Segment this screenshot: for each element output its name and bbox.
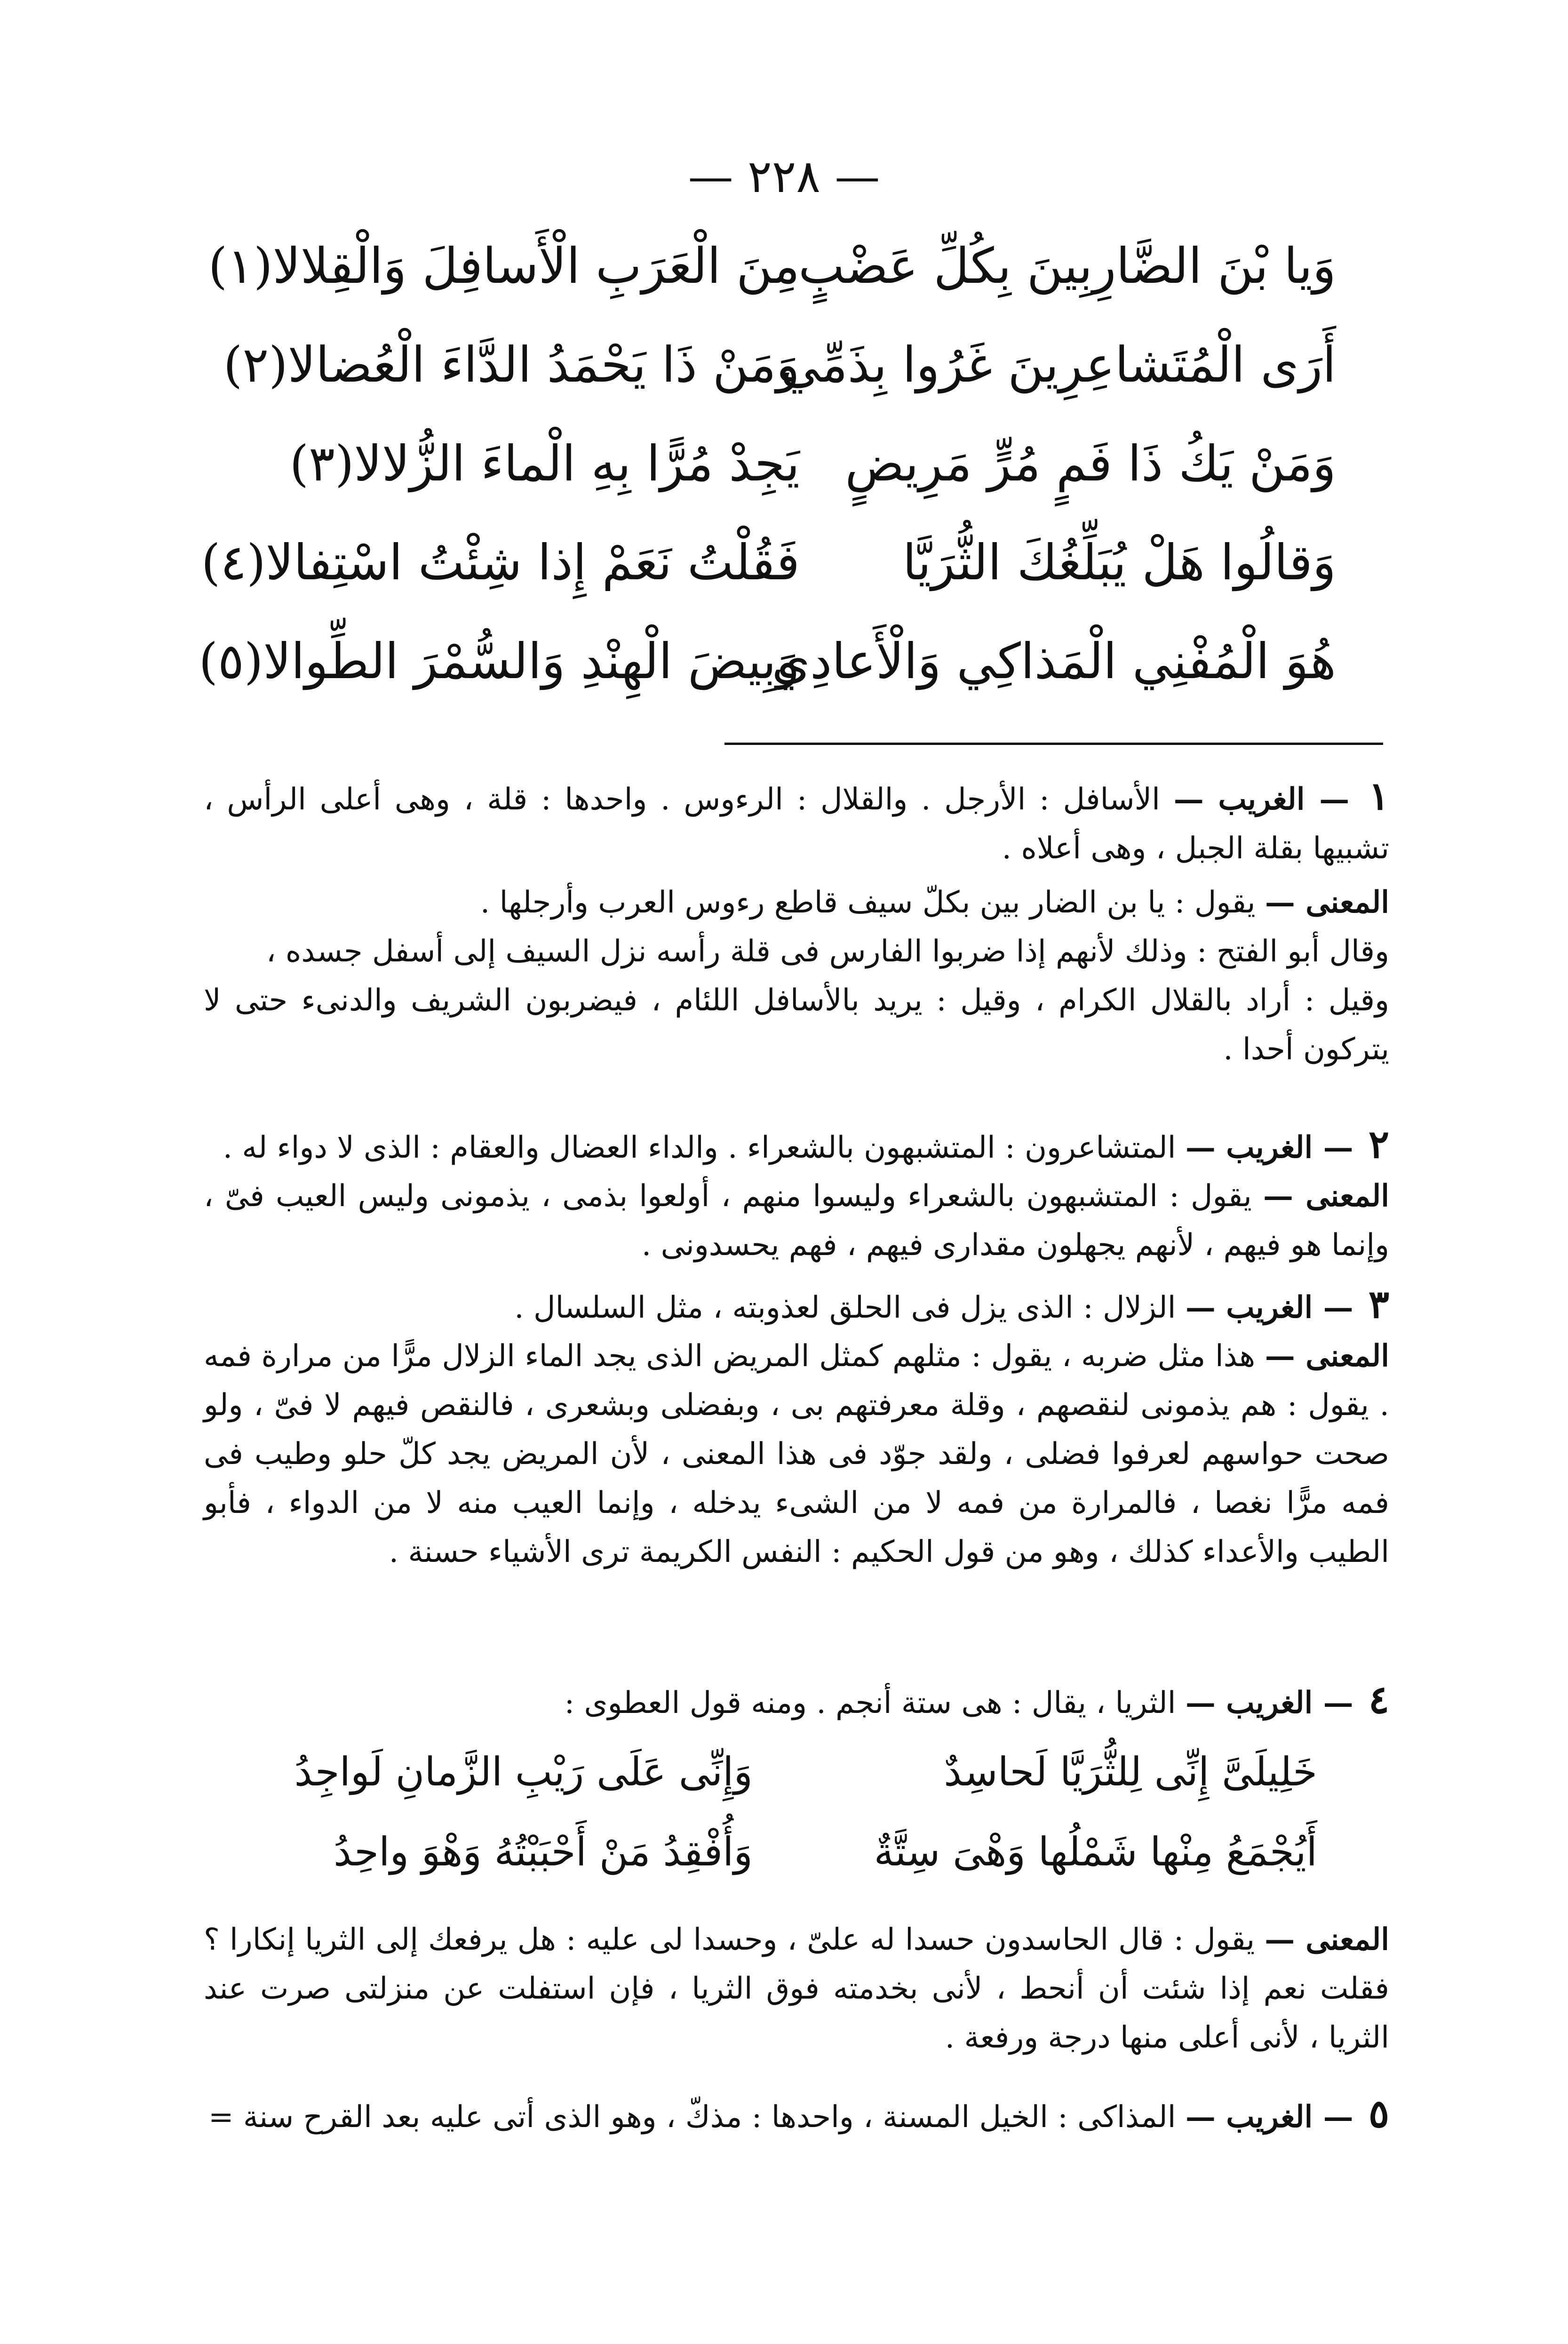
footnote-divider — [724, 743, 1383, 745]
footnote-2-meaning — [204, 1172, 1389, 1270]
verse-line — [198, 616, 1336, 706]
verse-line — [198, 419, 1336, 508]
footnote-3 — [204, 1280, 1389, 1332]
verse-first-hemistich: وَقالُوا هَلْ يُبَلِّغُكَ الثُّرَيَّا — [902, 534, 1336, 591]
verse-first-hemistich: أَرَى الْمُتَشاعِرِينَ غَرُوا بِذَمِّي — [780, 336, 1336, 393]
cited-second-hemistich: وَأُفْقِدُ مَنْ أَحْبَبْتُهُ وَهْوَ واحِدُ — [334, 1829, 753, 1875]
maana-text: يقول : المتشبهون بالشعراء وليسوا منهم ، أولعوا بذمى ، يذمونى وليس العيب فىّ ، وإنما هو فيهم ، لأنهم يجهلون مقدارى فيهم ، فهم يحسدونى . — [204, 1179, 1389, 1263]
gharib-label: — الغريب — — [1185, 2099, 1353, 2135]
footnote-1-extra — [204, 927, 1389, 976]
maana-label: المعنى — — [1263, 1178, 1390, 1214]
footnote-1-meaning — [204, 878, 1389, 927]
footnote-5 — [204, 2089, 1389, 2142]
verse-second-hemistich: وَبِيضَ الْهِنْدِ وَالسُّمْرَ الطِّوالا(٥) — [199, 632, 800, 690]
footnote-4-meaning — [204, 1915, 1389, 2062]
gharib-text: الثريا ، يقال : هى ستة أنجم . ومنه قول العطوى : — [564, 1686, 1176, 1720]
gharib-label: — الغريب — — [1185, 1685, 1353, 1720]
gharib-label: — الغريب — — [1173, 782, 1350, 817]
cited-first-hemistich: أَيُجْمَعُ مِنْها شَمْلُها وَهْىَ سِتَّةٌ — [874, 1829, 1317, 1875]
cited-second-hemistich: وَإِنِّى عَلَى رَيْبِ الزَّمانِ لَواجِدُ — [294, 1749, 753, 1795]
maana-label: المعنى — — [1265, 1338, 1389, 1374]
footnote-1-extra — [204, 976, 1389, 1074]
verse-second-hemistich: يَجِدْ مُرًّا بِهِ الْماءَ الزُّلالا(٣) — [289, 435, 800, 492]
maana-label: المعنى — — [1265, 1922, 1390, 1957]
gharib-label: — الغريب — — [1185, 1290, 1353, 1325]
verse-first-hemistich: وَمَنْ يَكُ ذَا فَمٍ مُرٍّ مَرِيضٍ — [845, 435, 1336, 492]
maana-text: يقول : قال الحاسدون حسدا له علىّ ، وحسدا لى عليه : هل يرفعك إلى الثريا إنكارا ؟ فقلت نعم إذا شئت أن أنحط ، لأنى بخدمته فوق الثريا ، فإن استفلت عن منزلتى صرت عند الثريا ، لأنى أعلى منها درجة ورفعة . — [204, 1922, 1389, 2055]
gharib-text: المذاكى : الخيل المسنة ، واحدها : مذكّ ، وهو الذى أتى عليه بعد القرح سنة = — [208, 2100, 1176, 2135]
verse-second-hemistich: فَقُلْتُ نَعَمْ إِذا شِئْتُ اسْتِفالا(٤) — [201, 534, 800, 591]
footnote-3-meaning — [204, 1332, 1389, 1576]
gharib-text: الزلال : الذى يزل فى الحلق لعذوبته ، مثل السلسال . — [514, 1290, 1176, 1325]
maana-text: هذا مثل ضربه ، يقول : مثلهم كمثل المريض الذى يجد الماء الزلال مرًّا من مرارة فمه . يقول : هم يذمونى لنقصهم ، وقلة معرفتهم بى ، وبفضلى وبشعرى ، فالنقص فيهم لا فىّ ، ولو صحت حواسهم لعرفوا فضلى ، ولقد جوّد فى هذا المعنى ، لأن المريض يجد كلّ حلو وطيب فى فمه مرًّا نغصا ، فالمرارة من فمه لا من الشىء يدخله ، وإنما العيب منه لا من الدواء ، فأبو الطيب والأعداء كذلك ، وهو من قول الحكيم : النفس الكريمة ترى الأشياء حسنة . — [204, 1339, 1390, 1569]
cited-first-hemistich: خَلِيلَىَّ إِنِّى لِلثُّرَيَّا لَحاسِدٌ — [944, 1749, 1317, 1795]
gharib-label: — الغريب — — [1185, 1130, 1353, 1165]
verse-first-hemistich: وَيا بْنَ الضَّارِبِينَ بِكُلِّ عَضْبٍ — [798, 237, 1336, 295]
maana-text: يقول : يا بن الضار بين بكلّ سيف قاطع رءوس العرب وأرجلها . — [480, 885, 1256, 920]
footnote-4 — [204, 1675, 1389, 1728]
footnote-number: ٣ — [1368, 1282, 1389, 1327]
footnote-1 — [204, 772, 1389, 873]
gharib-text: الأسافل : الأرجل . والقلال : الرءوس . واحدها : قلة ، وهى أعلى الرأس ، تشبيها بقلة الجبل ، وهى أعلاه . — [204, 782, 1389, 866]
cited-verse-line — [245, 1736, 1317, 1807]
footnote-number: ٢ — [1368, 1122, 1389, 1167]
maana-label: المعنى — — [1265, 885, 1389, 920]
verse-first-hemistich: هُوَ الْمُفْنِي الْمَذاكِي وَالْأَعادِي — [772, 632, 1336, 690]
footnote-number: ٥ — [1368, 2091, 1389, 2136]
verse-second-hemistich: وَمَنْ ذَا يَحْمَدُ الدَّاءَ الْعُضالا(٢) — [223, 336, 800, 393]
verse-line — [198, 518, 1336, 607]
cited-verse-line — [245, 1816, 1317, 1887]
commentary-text: وقيل : أراد بالقلال الكرام ، وقيل : يريد بالأسافل اللئام ، فيضربون الشريف والدنىء حتى لا يتركون أحدا . — [204, 983, 1389, 1067]
verse-line — [198, 320, 1336, 409]
page-number: — ٢٢٨ — — [688, 150, 880, 203]
footnote-number: ١ — [1368, 774, 1390, 819]
footnote-2 — [204, 1120, 1389, 1172]
verse-line — [198, 221, 1336, 311]
footnote-number: ٤ — [1368, 1677, 1389, 1722]
gharib-text: المتشاعرون : المتشبهون بالشعراء . والداء العضال والعقام : الذى لا دواء له . — [223, 1130, 1176, 1165]
verse-second-hemistich: مِنَ الْعَرَبِ الْأَسافِلَ وَالْقِلالا(١) — [208, 237, 800, 295]
commentary-text: وقال أبو الفتح : وذلك لأنهم إذا ضربوا الفارس فى قلة رأسه نزل السيف إلى أسفل جسده ، — [266, 934, 1389, 969]
